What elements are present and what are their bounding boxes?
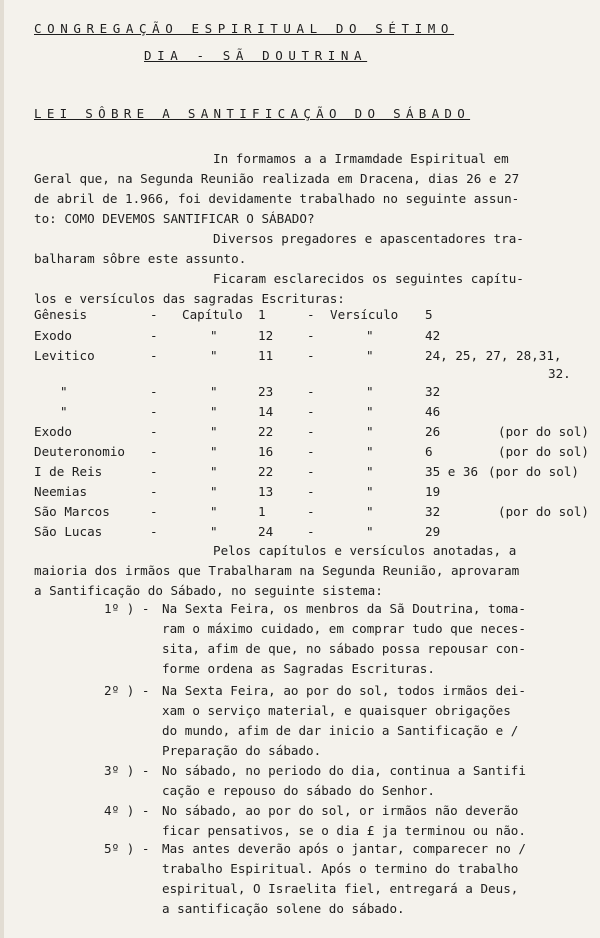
header-line-1: CONGREGAÇÃO ESPIRITUAL DO SÉTIMO	[34, 21, 455, 36]
conclusion-line: Pelos capítulos e versículos anotadas, a	[213, 543, 517, 558]
rule-number: 3º ) -	[104, 763, 150, 778]
rule-number: 2º ) -	[104, 683, 150, 698]
table-cell-dash2: -	[307, 384, 315, 399]
table-cell-dash2: -	[307, 307, 315, 322]
table-cell-dash1: -	[150, 484, 158, 499]
rule-line: ram o máximo cuidado, em comprar tudo que neces-	[162, 621, 526, 636]
table-cell-vers-label: Versículo	[330, 307, 399, 322]
table-cell-verses: 19	[425, 484, 441, 499]
table-cell-dash2: -	[307, 484, 315, 499]
table-cell-verses: 26	[425, 424, 441, 439]
table-cell-cap: 23	[258, 384, 274, 399]
page-edge	[0, 0, 4, 938]
rule-line: xam o serviço material, e quaisquer obrigações	[162, 703, 511, 718]
table-cell-vers-label: "	[366, 424, 374, 439]
table-cell-note: (por do sol)	[498, 444, 589, 459]
table-cell-cap-label: "	[210, 504, 218, 519]
table-cell-book: Deuteronomio	[34, 444, 125, 459]
rule-number: 4º ) -	[104, 803, 150, 818]
table-cell-note: (por do sol)	[498, 424, 589, 439]
intro-line: In formamos a a Irmamdade Espiritual em	[213, 151, 509, 166]
table-cell-verses: 42	[425, 328, 441, 343]
table-cell-verses: 32.	[548, 366, 571, 381]
table-cell-book: Exodo	[34, 424, 72, 439]
table-cell-vers-label: "	[366, 384, 374, 399]
table-cell-dash1: -	[150, 464, 158, 479]
rule-line: a santificação solene do sábado.	[162, 901, 405, 916]
table-cell-vers-label: "	[366, 444, 374, 459]
rule-line: No sábado, ao por do sol, or irmãos não deverão	[162, 803, 519, 818]
document-subject: LEI SÔBRE A SANTIFICAÇÃO DO SÁBADO	[34, 106, 471, 121]
table-cell-cap-label: "	[210, 404, 218, 419]
rule-line: do mundo, afim de dar inicio a Santificação e /	[162, 723, 519, 738]
intro-line: de abril de 1.966, foi devidamente trabalhado no seguinte assun-	[34, 191, 520, 206]
table-cell-dash2: -	[307, 328, 315, 343]
table-cell-vers-label: "	[366, 504, 374, 519]
table-cell-dash2: -	[307, 504, 315, 519]
rule-line: ficar pensativos, se o dia £ ja terminou ou não.	[162, 823, 526, 838]
table-cell-verses: 24, 25, 27, 28,31,	[425, 348, 562, 363]
rule-line: sita, afim de que, no sábado possa repousar con-	[162, 641, 526, 656]
rule-line: cação e repouso do sábado do Senhor.	[162, 783, 435, 798]
table-cell-book: Levitico	[34, 348, 95, 363]
table-cell-book: "	[60, 384, 68, 399]
table-cell-book: São Lucas	[34, 524, 103, 539]
table-cell-dash1: -	[150, 504, 158, 519]
table-cell-cap-label: "	[210, 328, 218, 343]
table-cell-verses: 46	[425, 404, 441, 419]
table-cell-vers-label: "	[366, 484, 374, 499]
table-cell-vers-label: "	[366, 524, 374, 539]
table-cell-cap: 16	[258, 444, 274, 459]
intro-line: to: COMO DEVEMOS SANTIFICAR O SÁBADO?	[34, 211, 315, 226]
table-cell-cap: 12	[258, 328, 274, 343]
rule-number: 1º ) -	[104, 601, 150, 616]
intro-line: Geral que, na Segunda Reunião realizada em Dracena, dias 26 e 27	[34, 171, 520, 186]
table-cell-cap: 22	[258, 464, 274, 479]
table-cell-verses: 29	[425, 524, 441, 539]
table-cell-cap-label: "	[210, 384, 218, 399]
rule-line: espiritual, O Israelita fiel, entregará a Deus,	[162, 881, 519, 896]
table-cell-cap: 24	[258, 524, 274, 539]
table-cell-dash1: -	[150, 384, 158, 399]
table-cell-dash1: -	[150, 444, 158, 459]
table-cell-cap-label: "	[210, 444, 218, 459]
table-cell-note: (por do sol)	[488, 464, 579, 479]
table-cell-cap-label: "	[210, 524, 218, 539]
rule-line: Na Sexta Feira, ao por do sol, todos irmãos dei-	[162, 683, 526, 698]
table-cell-verses: 6	[425, 444, 433, 459]
table-cell-cap: 11	[258, 348, 274, 363]
table-cell-book: I de Reis	[34, 464, 103, 479]
table-cell-verses: 32	[425, 384, 441, 399]
table-cell-cap: 13	[258, 484, 274, 499]
conclusion-line: maioria dos irmãos que Trabalharam na Segunda Reunião, aprovaram	[34, 563, 520, 578]
table-cell-book: São Marcos	[34, 504, 110, 519]
table-cell-dash2: -	[307, 524, 315, 539]
table-cell-cap-label: "	[210, 424, 218, 439]
conclusion-line: a Santificação do Sábado, no seguinte sistema:	[34, 583, 383, 598]
table-cell-cap: 22	[258, 424, 274, 439]
table-cell-cap-label: "	[210, 348, 218, 363]
intro-line: balharam sôbre este assunto.	[34, 251, 247, 266]
table-cell-verses: 32	[425, 504, 441, 519]
table-cell-vers-label: "	[366, 404, 374, 419]
table-cell-cap: 1	[258, 504, 266, 519]
table-cell-dash1: -	[150, 328, 158, 343]
rule-line: Preparação do sábado.	[162, 743, 322, 758]
table-cell-note: (por do sol)	[498, 504, 589, 519]
table-cell-dash2: -	[307, 404, 315, 419]
table-cell-dash1: -	[150, 404, 158, 419]
rule-line: trabalho Espiritual. Após o termino do trabalho	[162, 861, 519, 876]
table-cell-verses: 35 e 36	[425, 464, 479, 479]
intro-line: los e versículos das sagradas Escrituras:	[34, 291, 345, 306]
table-cell-cap-label: "	[210, 464, 218, 479]
table-cell-cap: 1	[258, 307, 266, 322]
rule-line: No sábado, no periodo do dia, continua a Santifi	[162, 763, 526, 778]
table-cell-vers-label: "	[366, 328, 374, 343]
rule-line: Na Sexta Feira, os menbros da Sã Doutrina, toma-	[162, 601, 526, 616]
rule-line: Mas antes deverão após o jantar, comparecer no /	[162, 841, 526, 856]
table-cell-book: "	[60, 404, 68, 419]
table-cell-dash2: -	[307, 464, 315, 479]
rule-line: forme ordena as Sagradas Escrituras.	[162, 661, 435, 676]
table-cell-cap-label: Capítulo	[182, 307, 243, 322]
rule-number: 5º ) -	[104, 841, 150, 856]
table-cell-book: Exodo	[34, 328, 72, 343]
table-cell-dash1: -	[150, 424, 158, 439]
table-cell-cap: 14	[258, 404, 274, 419]
intro-line: Diversos pregadores e apascentadores tra-	[213, 231, 524, 246]
table-cell-dash2: -	[307, 348, 315, 363]
table-cell-vers-label: "	[366, 348, 374, 363]
table-cell-dash1: -	[150, 524, 158, 539]
table-cell-verses: 5	[425, 307, 433, 322]
table-cell-dash1: -	[150, 307, 158, 322]
table-cell-book: Gênesis	[34, 307, 88, 322]
intro-line: Ficaram esclarecidos os seguintes capítu-	[213, 271, 524, 286]
table-cell-dash1: -	[150, 348, 158, 363]
table-cell-book: Neemias	[34, 484, 88, 499]
table-cell-dash2: -	[307, 424, 315, 439]
table-cell-cap-label: "	[210, 484, 218, 499]
table-cell-vers-label: "	[366, 464, 374, 479]
table-cell-dash2: -	[307, 444, 315, 459]
header-line-2: DIA - SÃ DOUTRINA	[144, 48, 368, 63]
